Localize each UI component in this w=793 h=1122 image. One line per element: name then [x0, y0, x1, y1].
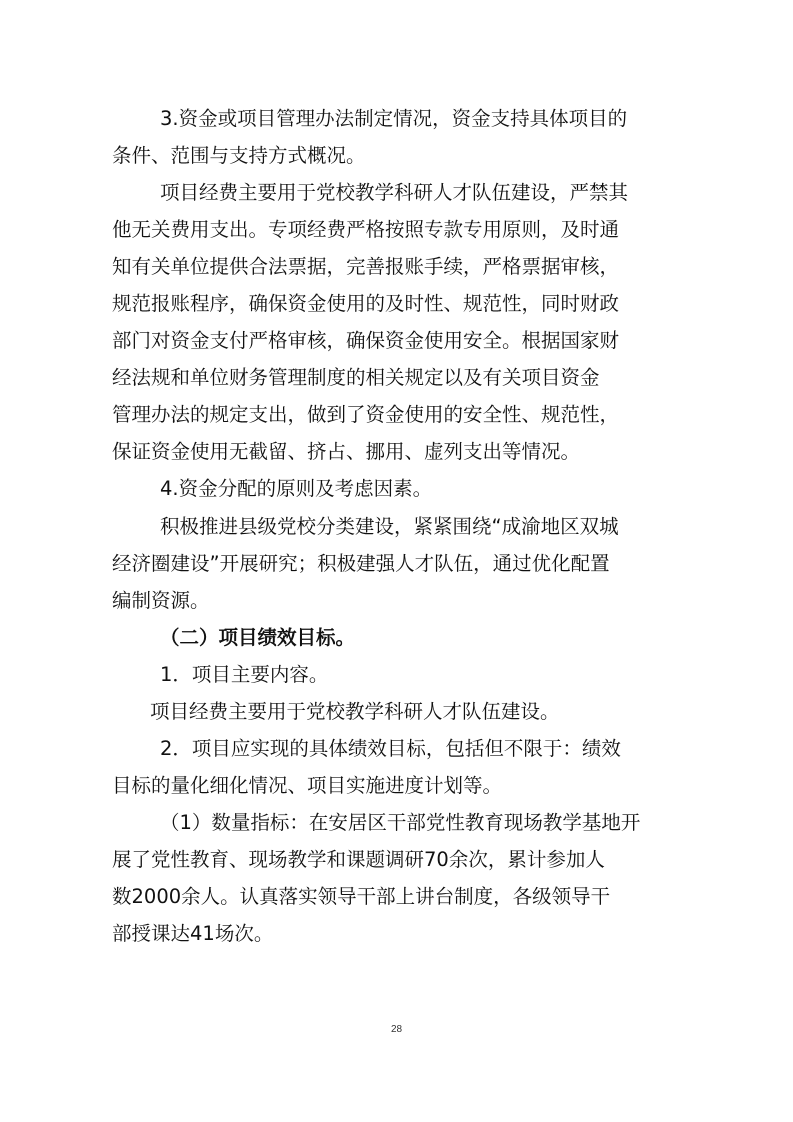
text-line: 条件、范围与支持方式概况。 — [112, 144, 366, 167]
text-line: 保证资金使用无截留、挤占、挪用、虚列支出等情况。 — [112, 440, 581, 463]
text-line: 他无关费用支出。专项经费严格按照专款专用原则，及时通 — [112, 218, 620, 241]
text-line: 项目经费主要用于党校教学科研人才队伍建设，严禁其 — [160, 181, 629, 204]
text-line: 目标的量化细化情况、项目实施进度计划等。 — [112, 774, 503, 797]
text-line: 经法规和单位财务管理制度的相关规定以及有关项目资金 — [112, 366, 600, 389]
text-line: 展了党性教育、现场教学和课题调研70余次，累计参加人 — [112, 848, 605, 871]
page-number: 28 — [390, 1024, 403, 1035]
text-line: 部门对资金支付严格审核，确保资金使用安全。根据国家财 — [112, 329, 620, 352]
text-line: 积极推进县级党校分类建设，紧紧围绕“成渝地区双城 — [160, 515, 619, 538]
text-line: 管理办法的规定支出，做到了资金使用的安全性、规范性， — [112, 403, 620, 426]
text-line: 知有关单位提供合法票据，完善报账手续，严格票据审核， — [112, 255, 620, 278]
text-line: 1．项目主要内容。 — [160, 663, 329, 686]
text-line: 2．项目应实现的具体绩效目标，包括但不限于：绩效 — [160, 737, 621, 760]
text-line: 编制资源。 — [112, 589, 210, 612]
section-heading: （二）项目绩效目标。 — [160, 626, 356, 649]
text-line: 部授课达41场次。 — [112, 922, 274, 945]
text-line: 规范报账程序，确保资金使用的及时性、规范性，同时财政 — [112, 292, 620, 315]
text-line: 经济圈建设”开展研究；积极建强人才队伍，通过优化配置 — [112, 552, 610, 575]
text-line: （1）数量指标：在安居区干部党性教育现场教学基地开 — [160, 811, 641, 834]
text-line: 4.资金分配的原则及考虑因素。 — [160, 477, 433, 500]
text-line: 数2000余人。认真落实领导干部上讲台制度，各级领导干 — [112, 885, 611, 908]
text-line: 3.资金或项目管理办法制定情况，资金支持具体项目的 — [160, 107, 628, 130]
text-line: 项目经费主要用于党校教学科研人才队伍建设。 — [150, 700, 560, 723]
